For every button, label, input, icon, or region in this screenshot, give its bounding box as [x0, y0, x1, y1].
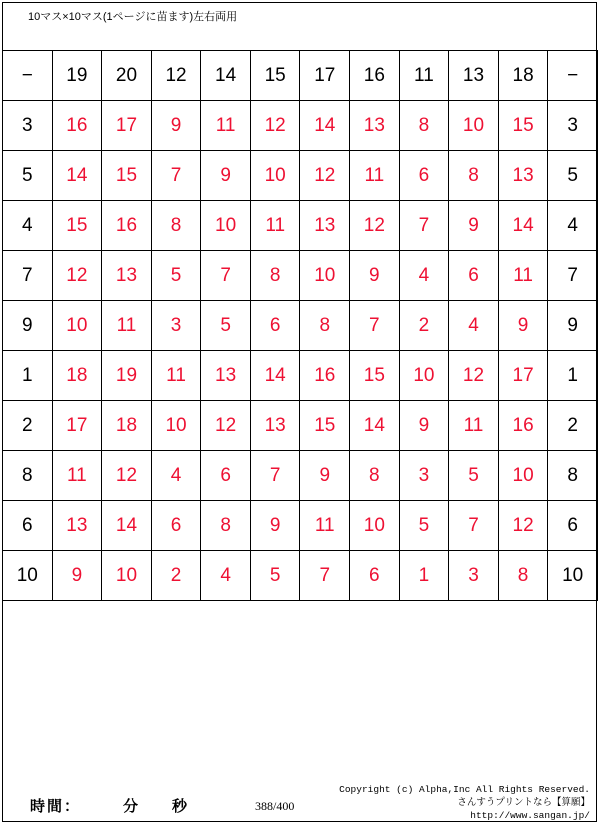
- grid-answer-cell[interactable]: 6: [250, 301, 300, 351]
- grid-answer-cell[interactable]: 18: [52, 351, 102, 401]
- timer-seconds-unit: 秒: [172, 798, 190, 815]
- grid-answer-cell[interactable]: 9: [151, 101, 201, 151]
- grid-row-header-right: 10: [548, 551, 598, 601]
- grid-row: [3, 551, 598, 601]
- grid-answer-cell[interactable]: 8: [449, 151, 499, 201]
- grid-answer-cell[interactable]: 13: [300, 201, 350, 251]
- grid-answer-cell[interactable]: 14: [350, 401, 400, 451]
- grid-answer-cell[interactable]: 4: [201, 551, 251, 601]
- grid-answer-cell[interactable]: 7: [449, 501, 499, 551]
- grid-answer-cell[interactable]: 16: [498, 401, 548, 451]
- grid-answer-cell[interactable]: 10: [350, 501, 400, 551]
- grid-answer-cell[interactable]: 9: [449, 201, 499, 251]
- grid-row-header-right: 2: [548, 401, 598, 451]
- grid-answer-cell[interactable]: 16: [300, 351, 350, 401]
- grid-answer-cell[interactable]: 11: [201, 101, 251, 151]
- grid-answer-cell[interactable]: 4: [399, 251, 449, 301]
- grid-row-header-right: 1: [548, 351, 598, 401]
- grid-col-header: 18: [498, 51, 548, 101]
- grid-answer-cell[interactable]: 4: [151, 451, 201, 501]
- grid-answer-cell[interactable]: 14: [102, 501, 152, 551]
- grid-answer-cell[interactable]: 18: [102, 401, 152, 451]
- grid-col-header: 16: [350, 51, 400, 101]
- grid-col-header: 15: [250, 51, 300, 101]
- grid-answer-cell[interactable]: 5: [449, 451, 499, 501]
- grid-answer-cell[interactable]: 8: [151, 201, 201, 251]
- grid-answer-cell[interactable]: 15: [102, 151, 152, 201]
- grid-answer-cell[interactable]: 7: [399, 201, 449, 251]
- grid-answer-cell[interactable]: 7: [201, 251, 251, 301]
- grid-answer-cell[interactable]: 7: [151, 151, 201, 201]
- grid-answer-cell[interactable]: 13: [201, 351, 251, 401]
- grid-row-header-left: 3: [3, 101, 53, 151]
- grid-answer-cell[interactable]: 13: [350, 101, 400, 151]
- grid-answer-cell[interactable]: 9: [300, 451, 350, 501]
- grid-answer-cell[interactable]: 8: [201, 501, 251, 551]
- grid-answer-cell[interactable]: 12: [250, 101, 300, 151]
- grid-answer-cell[interactable]: 12: [52, 251, 102, 301]
- grid-col-header: 17: [300, 51, 350, 101]
- grid-answer-cell[interactable]: 6: [399, 151, 449, 201]
- grid-answer-cell[interactable]: 8: [399, 101, 449, 151]
- grid-row: [3, 451, 598, 501]
- grid-answer-cell[interactable]: 5: [151, 251, 201, 301]
- grid-answer-cell[interactable]: 6: [201, 451, 251, 501]
- copyright-line-2: さんすうプリントなら【算願】: [457, 797, 590, 808]
- grid-answer-cell[interactable]: 10: [498, 451, 548, 501]
- grid-answer-cell[interactable]: 11: [449, 401, 499, 451]
- grid-answer-cell[interactable]: 3: [449, 551, 499, 601]
- grid-row: [3, 201, 598, 251]
- grid-answer-cell[interactable]: 10: [399, 351, 449, 401]
- grid-answer-cell[interactable]: 11: [102, 301, 152, 351]
- grid-table: [2, 50, 598, 601]
- grid-answer-cell[interactable]: 14: [52, 151, 102, 201]
- grid-row-header-left: 4: [3, 201, 53, 251]
- grid-answer-cell[interactable]: 8: [300, 301, 350, 351]
- copyright-block: [300, 783, 590, 822]
- grid-row: [3, 351, 598, 401]
- grid-answer-cell[interactable]: 9: [250, 501, 300, 551]
- grid-answer-cell[interactable]: 4: [449, 301, 499, 351]
- grid-answer-cell[interactable]: 10: [102, 551, 152, 601]
- grid-answer-cell[interactable]: 6: [151, 501, 201, 551]
- grid-answer-cell[interactable]: 3: [399, 451, 449, 501]
- grid-answer-cell[interactable]: 13: [498, 151, 548, 201]
- grid-answer-cell[interactable]: 10: [300, 251, 350, 301]
- grid-answer-cell[interactable]: 9: [201, 151, 251, 201]
- grid-row-header-right: 4: [548, 201, 598, 251]
- grid-corner-right: −: [548, 51, 598, 101]
- grid-answer-cell[interactable]: 10: [201, 201, 251, 251]
- grid-answer-cell[interactable]: 14: [250, 351, 300, 401]
- grid-answer-cell[interactable]: 7: [250, 451, 300, 501]
- grid-header-row: [3, 51, 598, 101]
- page-title: 10マス×10マス(1ページに苗ます)左右両用: [28, 11, 238, 23]
- grid-row: [3, 151, 598, 201]
- grid-answer-cell[interactable]: 9: [52, 551, 102, 601]
- grid-answer-cell[interactable]: 5: [399, 501, 449, 551]
- grid-answer-cell[interactable]: 6: [449, 251, 499, 301]
- grid-row: [3, 301, 598, 351]
- grid-answer-cell[interactable]: 10: [52, 301, 102, 351]
- grid-row: [3, 251, 598, 301]
- grid-answer-cell[interactable]: 15: [52, 201, 102, 251]
- grid-answer-cell[interactable]: 11: [350, 151, 400, 201]
- grid-row-header-left: 8: [3, 451, 53, 501]
- grid-row: [3, 101, 598, 151]
- grid-answer-cell[interactable]: 9: [498, 301, 548, 351]
- timer-line: [30, 795, 189, 816]
- grid-answer-cell[interactable]: 8: [498, 551, 548, 601]
- grid-answer-cell[interactable]: 15: [300, 401, 350, 451]
- timer-minutes-unit: 分: [123, 798, 141, 815]
- grid-answer-cell[interactable]: 12: [102, 451, 152, 501]
- grid-answer-cell[interactable]: 9: [399, 401, 449, 451]
- grid-answer-cell[interactable]: 15: [350, 351, 400, 401]
- grid-col-header: 14: [201, 51, 251, 101]
- grid-answer-cell[interactable]: 10: [449, 101, 499, 151]
- grid-col-header: 19: [52, 51, 102, 101]
- grid-row-header-left: 7: [3, 251, 53, 301]
- grid-answer-cell[interactable]: 7: [350, 301, 400, 351]
- grid-answer-cell[interactable]: 1: [399, 551, 449, 601]
- grid-answer-cell[interactable]: 6: [350, 551, 400, 601]
- grid-row-header-left: 6: [3, 501, 53, 551]
- grid-row-header-right: 8: [548, 451, 598, 501]
- grid-answer-cell[interactable]: 12: [498, 501, 548, 551]
- page-number: 388/400: [255, 799, 295, 813]
- grid-answer-cell[interactable]: 8: [250, 251, 300, 301]
- grid-col-header: 12: [151, 51, 201, 101]
- grid-row-header-left: 9: [3, 301, 53, 351]
- grid-answer-cell[interactable]: 2: [399, 301, 449, 351]
- grid-corner-left: −: [3, 51, 53, 101]
- copyright-line-1: Copyright (c) Alpha,Inc All Rights Reserved.: [339, 784, 590, 795]
- grid-answer-cell[interactable]: 17: [52, 401, 102, 451]
- grid-row: [3, 501, 598, 551]
- grid-answer-cell[interactable]: 19: [102, 351, 152, 401]
- grid-answer-cell[interactable]: 14: [498, 201, 548, 251]
- grid-answer-cell[interactable]: 13: [102, 251, 152, 301]
- grid-answer-cell[interactable]: 17: [498, 351, 548, 401]
- grid-answer-cell[interactable]: 14: [300, 101, 350, 151]
- grid-row-header-left: 5: [3, 151, 53, 201]
- grid-answer-cell[interactable]: 8: [350, 451, 400, 501]
- timer-label: 時間：: [30, 798, 82, 815]
- grid-answer-cell[interactable]: 17: [102, 101, 152, 151]
- grid-answer-cell[interactable]: 11: [498, 251, 548, 301]
- copyright-line-3: http://www.sangan.jp/: [470, 810, 590, 821]
- calculation-grid: [2, 50, 598, 601]
- grid-row-header-left: 10: [3, 551, 53, 601]
- grid-answer-cell[interactable]: 16: [102, 201, 152, 251]
- grid-col-header: 11: [399, 51, 449, 101]
- footer: [0, 775, 600, 825]
- grid-answer-cell[interactable]: 11: [151, 351, 201, 401]
- grid-row-header-right: 6: [548, 501, 598, 551]
- grid-answer-cell[interactable]: 12: [449, 351, 499, 401]
- grid-row-header-right: 9: [548, 301, 598, 351]
- grid-answer-cell[interactable]: 5: [250, 551, 300, 601]
- grid-answer-cell[interactable]: 3: [151, 301, 201, 351]
- grid-body: [3, 51, 598, 601]
- grid-answer-cell[interactable]: 11: [300, 501, 350, 551]
- grid-col-header: 20: [102, 51, 152, 101]
- grid-row-header-right: 3: [548, 101, 598, 151]
- grid-row-header-left: 1: [3, 351, 53, 401]
- grid-answer-cell[interactable]: 9: [350, 251, 400, 301]
- grid-row-header-left: 2: [3, 401, 53, 451]
- grid-answer-cell[interactable]: 13: [52, 501, 102, 551]
- grid-answer-cell[interactable]: 12: [201, 401, 251, 451]
- grid-answer-cell[interactable]: 11: [250, 201, 300, 251]
- grid-answer-cell[interactable]: 13: [250, 401, 300, 451]
- grid-row: [3, 401, 598, 451]
- grid-answer-cell[interactable]: 12: [300, 151, 350, 201]
- grid-answer-cell[interactable]: 10: [250, 151, 300, 201]
- grid-answer-cell[interactable]: 15: [498, 101, 548, 151]
- grid-row-header-right: 5: [548, 151, 598, 201]
- grid-col-header: 13: [449, 51, 499, 101]
- grid-answer-cell[interactable]: 16: [52, 101, 102, 151]
- grid-answer-cell[interactable]: 5: [201, 301, 251, 351]
- grid-answer-cell[interactable]: 11: [52, 451, 102, 501]
- grid-answer-cell[interactable]: 7: [300, 551, 350, 601]
- grid-row-header-right: 7: [548, 251, 598, 301]
- grid-answer-cell[interactable]: 10: [151, 401, 201, 451]
- grid-answer-cell[interactable]: 2: [151, 551, 201, 601]
- grid-answer-cell[interactable]: 12: [350, 201, 400, 251]
